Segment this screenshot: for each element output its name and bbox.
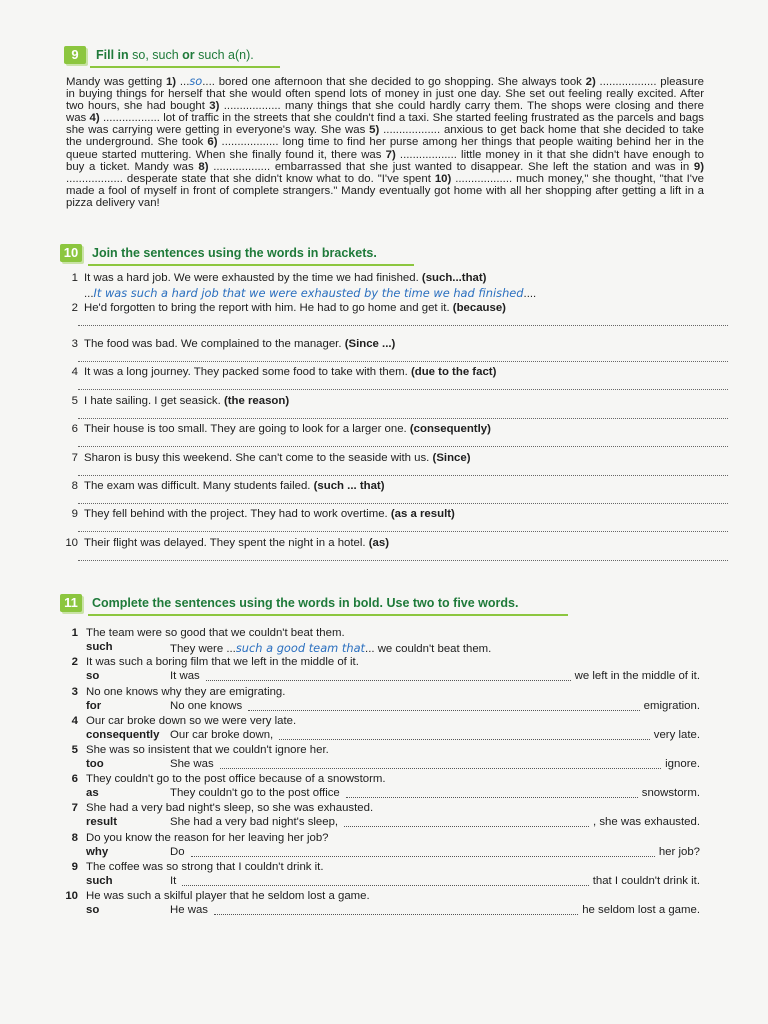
answer-dotted-line[interactable] <box>214 913 578 915</box>
exercise-9-title-lead: Fill in <box>96 48 129 62</box>
answer-dotted-line[interactable] <box>182 884 589 886</box>
answer-dotted-line[interactable] <box>78 502 728 504</box>
item-number: 10 <box>65 537 78 549</box>
exercise-11-number: 11 <box>60 594 82 612</box>
answer-start <box>170 758 214 770</box>
item-sentence <box>84 395 289 407</box>
answer-end: , she was exhausted. <box>592 816 700 828</box>
gap-number: 6) <box>207 136 218 149</box>
bracket-hint: (Since) <box>432 452 471 464</box>
answer-end: that I couldn't drink it. <box>592 875 700 887</box>
key-word: such <box>86 875 113 887</box>
exercise-11-sentence-row <box>60 744 710 758</box>
paragraph-text: .... bored one afternoon that she decided to go shopping. She always took <box>202 76 586 88</box>
item-number: 2 <box>71 656 78 668</box>
item-number: 7 <box>71 452 78 464</box>
answer-end-text: ... we couldn't beat them. <box>365 643 492 655</box>
paragraph-text: .................. lot of traffic in the streets that she couldn't find a taxi. She started feeling frustrated as the parcels and bags she was carrying were getting in everyone's way. She was <box>66 112 704 137</box>
item-sentence <box>84 302 506 314</box>
answer-dotted-line[interactable] <box>191 855 655 857</box>
bracket-hint: (consequently) <box>409 423 491 435</box>
paragraph-text: .................. much money," she thought, "that I've made a fool of myself in front of complete strangers." Mandy eventually got home with all her shopping after getting a lift in a pizza delivery van! <box>66 172 704 209</box>
answer-dotted-line[interactable] <box>78 388 728 390</box>
exercise-11-sentence-row <box>60 832 710 846</box>
paragraph-text: .................. many things that she could hardly carry them. The shops were closing and there was <box>66 100 704 125</box>
exercise-10-item <box>60 480 700 508</box>
key-word: so <box>86 670 100 682</box>
answer-start <box>170 787 340 799</box>
answer-dotted-line[interactable] <box>346 796 638 798</box>
answer-dotted-line[interactable] <box>279 738 650 740</box>
answer-start <box>170 816 338 828</box>
answer-start <box>170 729 273 741</box>
gap-number: 8) <box>198 160 209 173</box>
exercise-10-title: Join the sentences using the words in brackets. <box>92 246 377 260</box>
bracket-hint: (as) <box>368 537 389 549</box>
key-word: why <box>86 846 109 858</box>
item-text: I hate sailing. I get seasick. <box>84 395 221 407</box>
answer-end: very late. <box>653 729 700 741</box>
item-sentence: The team were so good that we couldn't beat them. <box>86 627 345 639</box>
answer-end: her job? <box>658 846 700 858</box>
answer-start <box>170 641 491 655</box>
exercise-11-sentence-row <box>60 773 710 787</box>
item-sentence: It was such a boring film that we left in the middle of it. <box>86 656 359 668</box>
handwritten-answer: so <box>189 74 203 88</box>
item-text: The exam was difficult. Many students failed. <box>84 480 311 492</box>
item-sentence <box>84 508 455 520</box>
item-number: 7 <box>71 802 78 814</box>
item-number: 4 <box>71 366 78 378</box>
answer-start <box>170 700 242 712</box>
exercise-10-item <box>60 366 700 394</box>
gap-number: 1) <box>165 76 177 88</box>
key-word: too <box>86 758 104 770</box>
item-text: The food was bad. We complained to the manager. <box>84 338 342 350</box>
bracket-hint: (such ... that) <box>313 480 385 492</box>
item-number: 6 <box>71 423 78 435</box>
exercise-9-title-words: so, such <box>132 48 179 62</box>
answer-dotted-line[interactable] <box>78 530 728 532</box>
answer-end: emigration. <box>643 700 700 712</box>
exercise-11-answer-row <box>60 670 710 684</box>
answer-dotted-line[interactable] <box>78 445 728 447</box>
exercise-10-item <box>60 452 700 480</box>
exercise-10-item <box>60 508 700 536</box>
gap-number: 9) <box>693 160 704 173</box>
exercise-11-underline <box>88 614 568 616</box>
exercise-11-answer-row <box>60 641 710 655</box>
answer-start-text: Our car broke down, <box>170 729 274 741</box>
gap-number: 2) <box>585 76 596 88</box>
answer-dotted-line[interactable] <box>78 559 728 561</box>
item-sentence: No one knows why they are emigrating. <box>86 686 286 698</box>
item-sentence: She was so insistent that we couldn't ignore her. <box>86 744 329 756</box>
exercise-10-item <box>60 395 700 423</box>
exercise-11-answer-row <box>60 787 710 801</box>
exercise-11-sentence-row <box>60 627 710 641</box>
exercise-9-title <box>96 48 254 62</box>
item-text: It was a long journey. They packed some food to take with them. <box>84 366 408 378</box>
exercise-9-header <box>64 46 254 64</box>
answer-start <box>170 875 176 887</box>
answer-start-text: No one knows <box>170 700 243 712</box>
item-number: 5 <box>71 744 78 756</box>
exercise-11-answer-row <box>60 875 710 889</box>
exercise-10-underline <box>88 264 414 266</box>
item-text: It was a hard job. We were exhausted by the time we had finished. <box>84 272 419 284</box>
paragraph-text: .................. little money in it that she didn't have enough to buy a ticket. Mandy was <box>66 148 704 173</box>
gap-number: 5) <box>369 124 380 137</box>
item-number: 9 <box>71 861 78 873</box>
item-sentence <box>84 452 471 464</box>
item-sentence <box>84 423 491 435</box>
exercise-11-answer-row <box>60 700 710 714</box>
exercise-10-item <box>60 272 700 300</box>
paragraph-text: .................. desperate state that she didn't know what to do. "I've spent <box>66 172 435 185</box>
item-sentence <box>84 366 496 378</box>
answer-start-text: It was <box>170 670 200 682</box>
exercise-11-sentence-row <box>60 890 710 904</box>
answer-dotted-line[interactable] <box>78 360 728 362</box>
item-sentence: Our car broke down so we were very late. <box>86 715 297 727</box>
item-number: 1 <box>71 272 78 284</box>
exercise-10-header <box>60 244 377 262</box>
item-sentence <box>84 537 389 549</box>
bracket-hint: (because) <box>452 302 506 314</box>
key-word: as <box>86 787 99 799</box>
answer-end: he seldom lost a game. <box>582 904 700 916</box>
exercise-11-sentence-row <box>60 656 710 670</box>
gap-number: 3) <box>209 100 220 113</box>
answer-dotted-line[interactable] <box>78 417 728 419</box>
answer-start-text: It <box>170 875 177 887</box>
key-word: such <box>86 641 113 653</box>
item-text: They fell behind with the project. They had to work overtime. <box>84 508 388 520</box>
answer-dotted-line[interactable] <box>78 474 728 476</box>
gap-number: 7) <box>385 148 396 161</box>
paragraph-text: .................. anxious to get back home that she decided to take the underground. She took <box>66 124 704 149</box>
item-number: 8 <box>71 832 78 844</box>
paragraph-text: .................. long time to find her purse among her things that people waiting behind her in the queue started muttering. When she finally found it, there was <box>66 136 705 161</box>
answer-dots: ... <box>84 288 94 300</box>
answer-dotted-line[interactable] <box>78 324 728 326</box>
item-number: 10 <box>65 890 78 902</box>
item-sentence: The coffee was so strong that I couldn't drink it. <box>86 861 324 873</box>
answer-start <box>170 904 208 916</box>
key-word: for <box>86 700 102 712</box>
answer-start <box>170 670 200 682</box>
gap-number: 4) <box>89 112 100 125</box>
exercise-9-number: 9 <box>64 46 86 64</box>
bracket-hint: (due to the fact) <box>410 366 497 378</box>
bracket-hint: (such...that) <box>421 272 487 284</box>
exercise-11-header <box>60 594 518 612</box>
item-text: Their house is too small. They are going to look for a larger one. <box>84 423 407 435</box>
answer-start-text: Do <box>170 846 185 858</box>
exercise-10-item <box>60 537 700 565</box>
answer-start-text: They couldn't go to the post office <box>170 787 340 799</box>
exercise-11-sentence-row <box>60 686 710 700</box>
exercise-10-item <box>60 423 700 451</box>
exercise-9-paragraph <box>66 75 704 209</box>
exercise-11-title: Complete the sentences using the words in bold. Use two to five words. <box>92 596 519 610</box>
answer-end: we left in the middle of it. <box>574 670 700 682</box>
item-number: 4 <box>71 715 78 727</box>
bracket-hint: (Since ...) <box>344 338 396 350</box>
item-sentence: He was such a skilful player that he seldom lost a game. <box>86 890 370 902</box>
key-word: so <box>86 904 100 916</box>
exercise-11-answer-row <box>60 729 710 743</box>
exercise-9-title-or: or <box>182 48 195 62</box>
item-sentence: Do you know the reason for her leaving her job? <box>86 832 329 844</box>
item-sentence: She had a very bad night's sleep, so she was exhausted. <box>86 802 374 814</box>
exercise-9-title-end: such a(n). <box>198 48 254 62</box>
handwritten-answer: such a good team that <box>235 641 366 655</box>
answer-dotted-line[interactable] <box>220 767 661 769</box>
answer-start-text: He was <box>170 904 208 916</box>
exercise-10-number: 10 <box>60 244 82 262</box>
item-sentence <box>84 338 395 350</box>
answer-start-text: They were ... <box>170 643 236 655</box>
paragraph-text: Mandy was getting <box>66 76 166 88</box>
answer-dots: .... <box>523 288 537 300</box>
exercise-9-underline <box>90 66 280 68</box>
exercise-11-sentence-row <box>60 715 710 729</box>
exercise-11-answer-row <box>60 904 710 918</box>
key-word: consequently <box>86 729 160 741</box>
answer-end: ignore. <box>665 758 700 770</box>
exercise-10-item <box>60 302 700 330</box>
answer-dotted-line[interactable] <box>344 825 589 827</box>
item-sentence: They couldn't go to the post office because of a snowstorm. <box>86 773 386 785</box>
answer-dotted-line[interactable] <box>248 709 640 711</box>
answer-end: snowstorm. <box>641 787 700 799</box>
paragraph-text: ... <box>176 76 190 88</box>
paragraph-text: .................. embarrassed that she just wanted to disappear. She left the station and was in <box>208 160 694 173</box>
exercise-11-sentence-row <box>60 802 710 816</box>
gap-number: 10) <box>434 172 452 185</box>
answer-start-text: She was <box>170 758 214 770</box>
item-number: 2 <box>71 302 78 314</box>
exercise-10-item <box>60 338 700 366</box>
item-number: 1 <box>71 627 78 639</box>
item-number: 3 <box>71 686 78 698</box>
answer-line <box>84 286 536 300</box>
item-number: 6 <box>71 773 78 785</box>
key-word: result <box>86 816 118 828</box>
item-number: 8 <box>71 480 78 492</box>
handwritten-answer: It was such a hard job that we were exhausted by the time we had finished <box>93 286 524 300</box>
exercise-11-answer-row <box>60 846 710 860</box>
item-text: Their flight was delayed. They spent the night in a hotel. <box>84 537 366 549</box>
bracket-hint: (as a result) <box>390 508 455 520</box>
exercise-11-answer-row <box>60 816 710 830</box>
item-text: He'd forgotten to bring the report with him. He had to go home and get it. <box>84 302 450 314</box>
item-number: 9 <box>71 508 78 520</box>
answer-start <box>170 846 185 858</box>
answer-start-text: She had a very bad night's sleep, <box>170 816 339 828</box>
answer-dotted-line[interactable] <box>206 679 571 681</box>
item-sentence <box>84 480 385 492</box>
item-number: 3 <box>71 338 78 350</box>
paragraph-text: .................. pleasure in buying things for herself that she would often spend lots of money in just one day. She set out feeling really excited. After two hours, she had bought <box>66 76 704 113</box>
item-text: Sharon is busy this weekend. She can't come to the seaside with us. <box>84 452 430 464</box>
item-sentence <box>84 272 486 284</box>
exercise-11-sentence-row <box>60 861 710 875</box>
exercise-11-answer-row <box>60 758 710 772</box>
bracket-hint: (the reason) <box>223 395 290 407</box>
item-number: 5 <box>71 395 78 407</box>
